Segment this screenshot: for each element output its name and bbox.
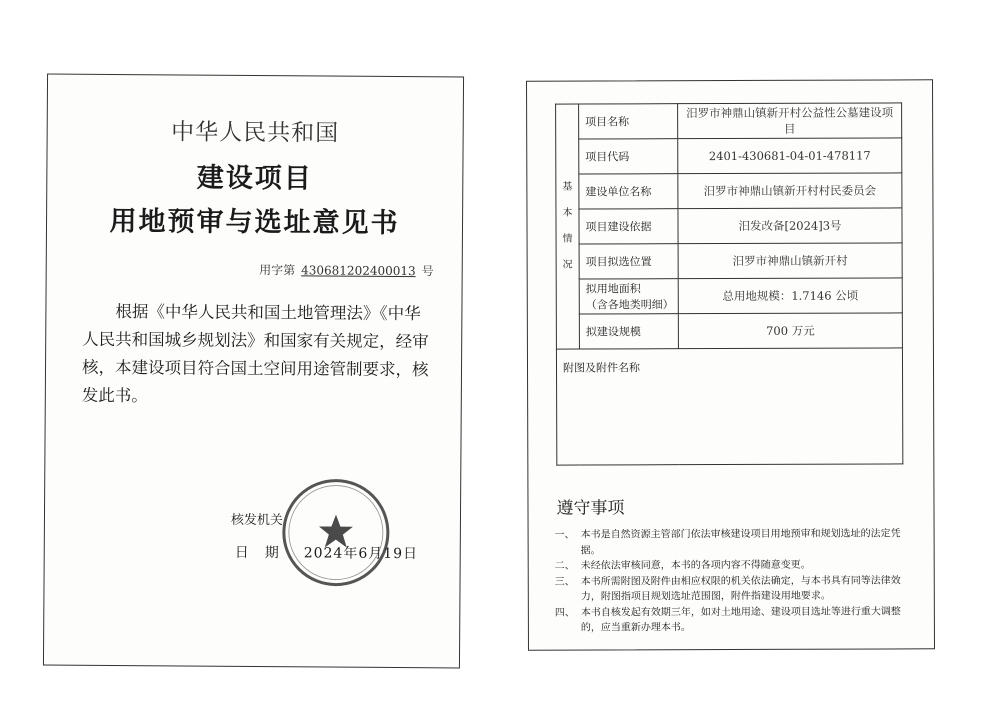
basic-info-table [555,102,903,465]
issuing-authority-label: 核发机关 [230,512,284,529]
attachment-label: 附图及附件名称 [562,361,641,375]
field-label: 项目代码 [579,139,678,174]
official-seal [279,476,392,589]
approval-statement: 根据《中华人民共和国土地管理法》《中华人民共和国城乡规划法》和国家有关规定，经审核，本建设项目符合国土空间用途管制要求，核发此书。 [81,302,429,406]
field-label: 拟用地面积 （含各地类明细） [579,279,678,314]
field-value: 汨罗市神鼎山镇新开村公益性公墓建设项目 [678,103,902,139]
notice-text: 本书所需附图及附件由相应权限的机关依法确定，与本书具有同等法律效力，附图指项目规划选址范围图，附件指建设用地要求。 [580,574,901,603]
notice-number: 三、 [554,576,575,588]
field-label: 拟建设规模 [579,314,678,349]
field-value: 2401-430681-04-01-478117 [678,138,902,174]
field-value: 700 万元 [678,313,902,349]
certificate-front-page [43,74,464,669]
table-row [556,138,902,174]
certificate-back-page [526,79,935,650]
notice-list [555,526,911,636]
table-row [556,208,902,244]
table-row [556,278,902,314]
notice-number: 二、 [554,560,575,572]
issue-date-label: 日 期 [234,544,280,562]
field-label: 建设单位名称 [579,174,678,209]
table-row [556,243,902,279]
notice-number: 一、 [554,529,575,541]
notice-item [555,573,911,605]
notice-item [555,557,911,574]
field-label: 项目拟选位置 [579,244,678,279]
issue-date-value: 2024年6月19日 [303,545,419,563]
document-number-value: 430681202400013 [301,263,416,279]
notice-text: 本书自核发起有效期三年，如对土地用途、建设项目选址等进行重大调整的，应当重新办理本书。 [580,605,901,634]
notice-title: 遵守事项 [556,498,625,519]
field-value: 总用地规模：1.7146 公顷 [678,278,902,314]
field-value: 汨罗市神鼎山镇新开村村民委员会 [678,173,902,209]
notice-item [555,604,911,636]
seal-star-icon [319,514,353,547]
document-number-prefix: 用字第 [259,263,296,278]
side-label-char: 本 [562,207,573,219]
document-number [259,261,434,279]
document-title-line1: 建设项目 [196,162,313,195]
notice-number: 四、 [554,607,575,619]
field-label: 项目建设依据 [579,209,678,244]
table-row [556,173,902,209]
field-value: 汨罗市神鼎山镇新开村 [678,243,902,279]
table-row [556,103,902,139]
notice-item [555,526,911,558]
notice-text: 未经依法审核同意，本书的各项内容不得随意变更。 [580,559,811,572]
side-label-char: 基 [562,181,573,193]
document-number-suffix: 号 [421,264,434,279]
attachment-field [556,348,902,465]
document-title-line2: 用地预审与选址意见书 [109,205,400,240]
section-side-label [556,104,580,349]
field-value: 汨发改备[2024]3号 [678,208,902,244]
notice-text: 本书是自然资源主管部门依法审核建设项目用地预审和规划选址的法定凭据。 [580,528,901,557]
table-row [556,313,902,349]
country-name: 中华人民共和国 [171,119,340,147]
side-label-char: 况 [562,259,573,271]
field-label: 项目名称 [579,104,678,139]
side-label-char: 情 [562,233,573,245]
